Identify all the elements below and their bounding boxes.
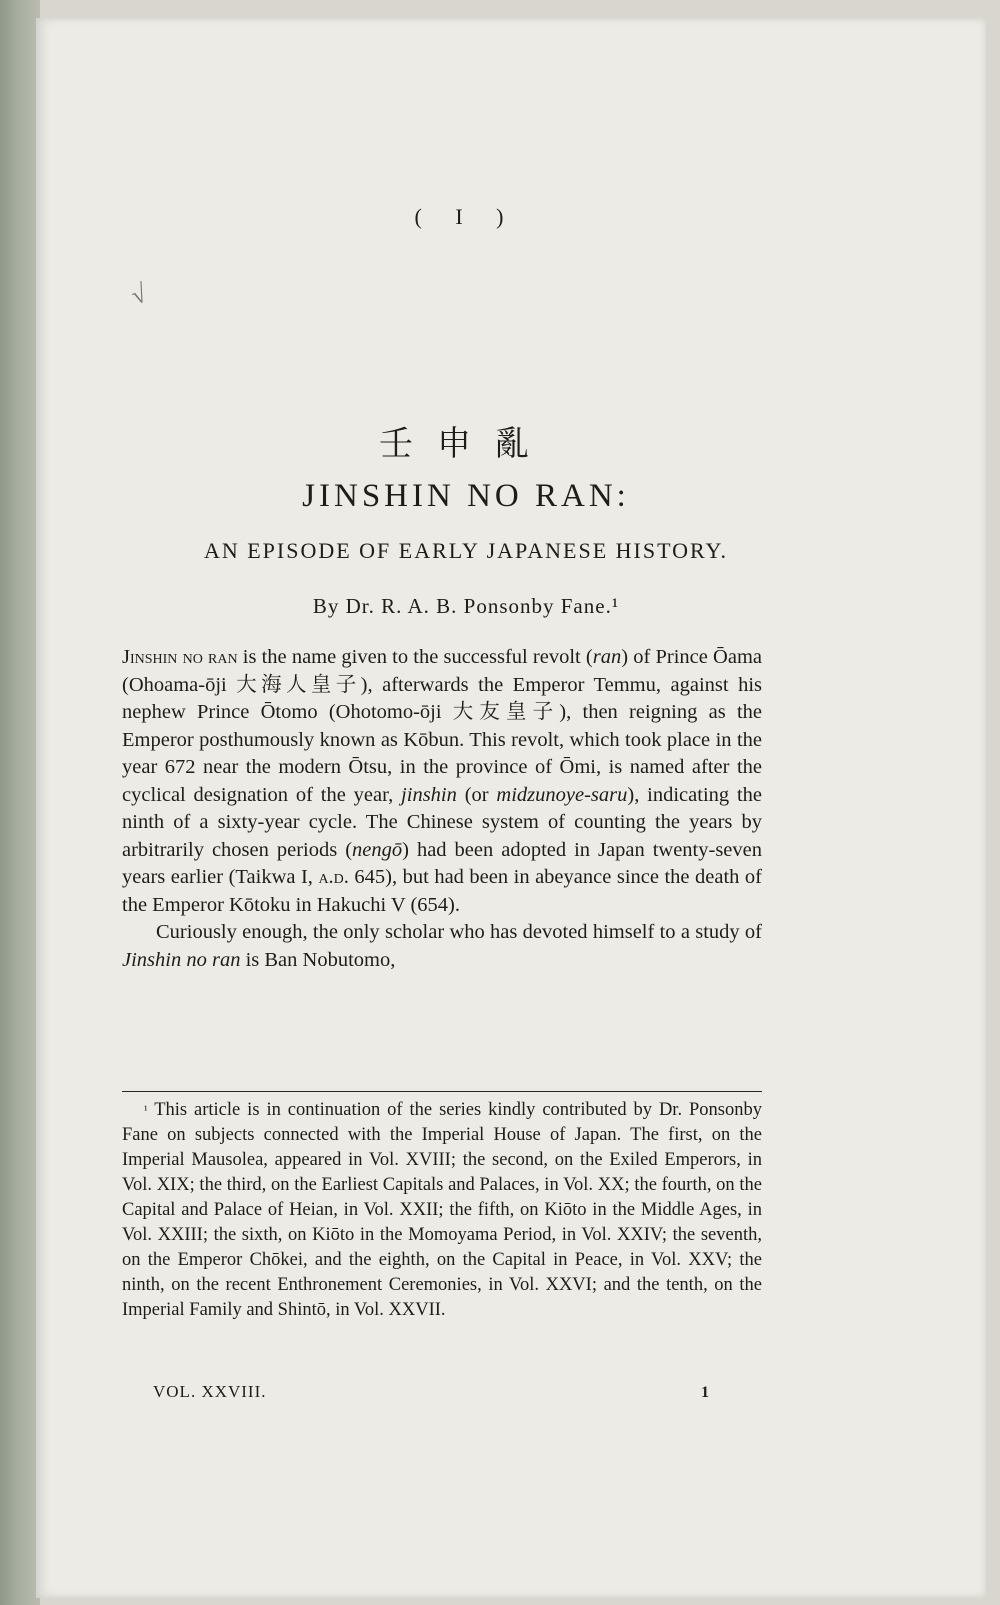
signature-number: 1 (701, 1384, 709, 1401)
article-subtitle: AN EPISODE OF EARLY JAPANESE HISTORY. (203, 538, 729, 563)
paragraph-1: Jinshin no ran is the name given to the successful revolt (ran) of Prince Ōama (Ohoama-ōji 大海人皇子), afterwards the Emperor Temmu, against his nephew Prince Ōtomo (Ohotomo-ōji 大友皇子), then reigning as the Emperor posthumously known as Kōbun. This revolt, which took place in the year 672 near the modern Ōtsu, in the province of Ōmi, is named after the cyclical designation of the year, jinshin (or midzunoye-saru), indicating the ninth of a sixty-year cycle. The Chinese system of counting the years by arbitrarily chosen periods (nengō) had been adopted in Japan twenty-seven years earlier (Taikwa I, a.d. 645), but had been in abeyance since the death of the Emperor Kōtoku in Hakuchi V (654). (122, 646, 763, 916)
footnote-text: This article is in continuation of the series kindly contributed by Dr. Ponsonby Fane on subjects connected with the Imperial House of Japan. The first, on the Imperial Mausolea, appeared in Vol. XVIII; the second, on the Exiled Emperors, in Vol. XIX; the third, on the Earliest Capitals and Palaces, in Vol. XX; the fourth, on the Capital and Palace of Heian, in Vol. XXII; the fifth, on Kiōto in the Middle Ages, in Vol. XXIII; the sixth, on Kiōto in the Momoyama Period, in Vol. XXIV; the seventh, on the Emperor Chōkei, and the eighth, on the Capital in Peace, in Vol. XXV; the ninth, on the recent Enthronement Ceremonies, in Vol. XXVI; and the tenth, on the Imperial Family and Shintō, in Vol. XXVII. (122, 1100, 762, 1320)
footnote-divider (122, 1091, 762, 1092)
footnote (122, 1098, 762, 1323)
book-cover-edge (0, 0, 40, 1605)
pencil-check-mark: √ (127, 278, 151, 311)
paragraph-2: Curiously enough, the only scholar who has devoted himself to a study of Jinshin no ran is Ban Nobutomo, (122, 921, 762, 971)
page-number: ( I ) (414, 204, 518, 229)
author-byline: By Dr. R. A. B. Ponsonby Fane.¹ (312, 594, 620, 618)
lead-term: Jinshin no ran (122, 646, 238, 668)
footnote-marker: ¹ (144, 1103, 148, 1117)
article-title: JINSHIN NO RAN: (302, 478, 630, 514)
kanji-title: 壬申亂 (379, 424, 553, 464)
book-page (36, 18, 986, 1598)
volume-label: VOL. XXVIII. (153, 1382, 267, 1401)
article-body (122, 644, 762, 974)
